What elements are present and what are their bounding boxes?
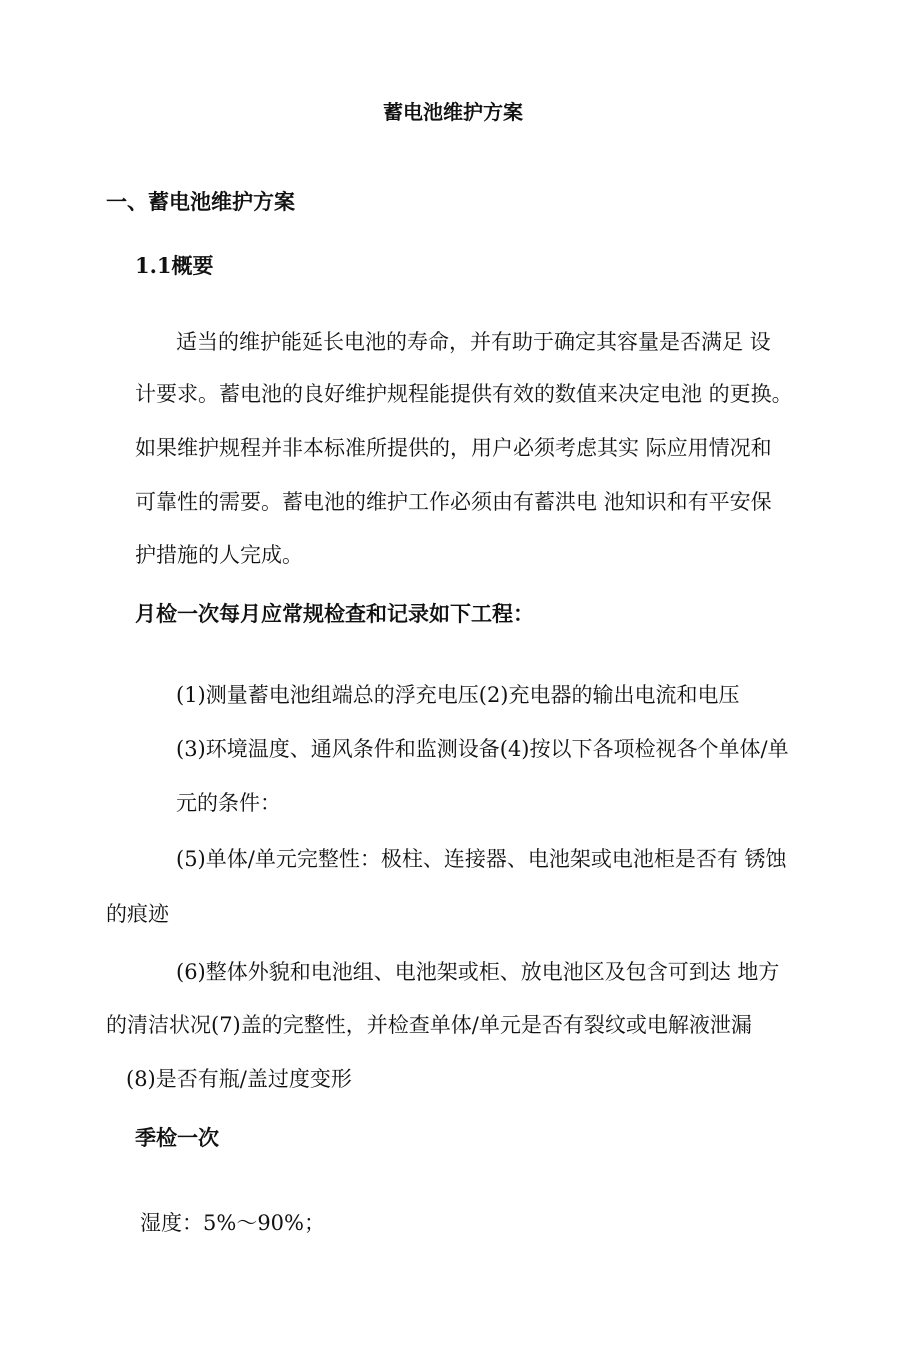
monthly-check-item: (1)测量蓄电池组端总的浮充电压(2)充电器的输出电流和电压 — [176, 683, 740, 707]
quarterly-check-heading: 季检一次 — [135, 1125, 219, 1150]
humidity-line: 湿度：5%～90%； — [140, 1211, 325, 1235]
intro-line: 护措施的人完成。 — [135, 543, 303, 567]
intro-line: 如果维护规程并非本标准所提供的，用户必须考虑其实 际应用情况和 — [135, 436, 772, 460]
monthly-check-item: (3)环境温度、通风条件和监测设备(4)按以下各项检视各个单体/单 — [176, 737, 789, 761]
intro-line: 可靠性的需要。蓄电池的维护工作必须由有蓄洪电 池知识和有平安保 — [135, 490, 772, 514]
intro-line: 计要求。蓄电池的良好维护规程能提供有效的数值来决定电池 的更换。 — [135, 382, 793, 406]
monthly-check-item: 元的条件： — [176, 791, 281, 815]
page-title: 蓄电池维护方案 — [383, 100, 523, 124]
monthly-check-item: (6)整体外貌和电池组、电池架或柜、放电池区及包含可到达 地方 — [176, 960, 780, 984]
monthly-check-heading: 月检一次每月应常规检查和记录如下工程： — [135, 601, 534, 626]
intro-line: 适当的维护能延长电池的寿命，并有助于确定其容量是否满足 设 — [176, 330, 771, 354]
subsection-heading: 1.1概要 — [135, 253, 214, 278]
monthly-check-item: (5)单体/单元完整性：极柱、连接器、电池架或电池柜是否有 锈蚀 — [176, 847, 787, 871]
section-heading: 一、蓄电池维护方案 — [106, 189, 295, 214]
monthly-check-item: 的痕迹 — [106, 902, 169, 926]
monthly-check-item: 的清洁状况(7)盖的完整性，并检查单体/单元是否有裂纹或电解液泄漏 — [106, 1013, 752, 1037]
monthly-check-item: (8)是否有瓶/盖过度变形 — [126, 1067, 352, 1091]
